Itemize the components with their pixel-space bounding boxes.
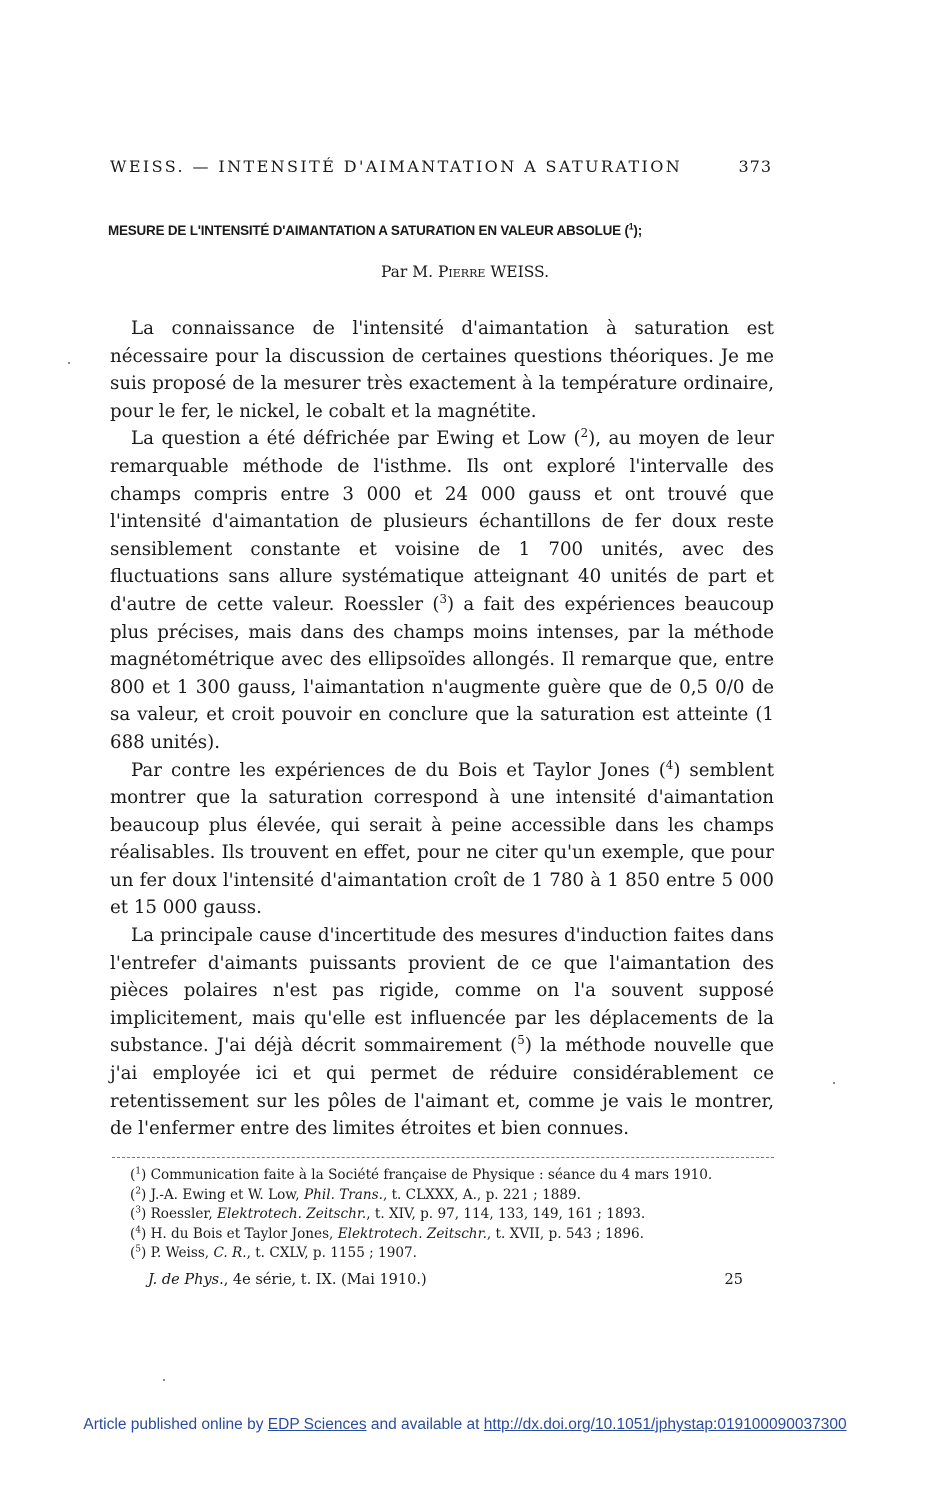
footnote-rule [112, 1157, 774, 1158]
footnote-3: ($^3$) Roessler, Elektrotech. Zeitschr., t. XIV, p. 97, 114, 133, 149, 161 ; 1893. [130, 1205, 646, 1223]
folio-line [148, 1272, 743, 1288]
paragraph-4: La principale cause d'incertitude des mesures d'induction faites dans l'entrefer d'aimants puissants provient de ce que l'aimantation des pièces polaires n'est pas rigide, comme on l'a souvent supposé implicitement, mais qu'elle est influencée par les déplacements de la substance. J'ai déjà décrit sommairement ($^5$) la méthode nouvelle que j'ai employée ici et qui permet de réduire considérablement ce retentissement sur les pôles de l'aimant et, comme je vais le montrer, de l'enfermer entre des limites étroites et bien connues. [110, 925, 774, 1140]
scan-speck [68, 362, 70, 364]
title-suffix: ; [637, 222, 642, 238]
note-ref-3: 3 [439, 591, 448, 606]
page-number: 373 [738, 157, 772, 176]
folio-issue: , 4e série, t. IX. (Mai 1910.) [223, 1272, 427, 1288]
note-ref-5: 5 [517, 1033, 525, 1048]
running-head [110, 157, 772, 176]
paragraph-1: La connaissance de l'intensité d'aimantation à saturation est nécessaire pour la discussion de certaines questions théoriques. Je me suis proposé de la mesurer très exactement à la température ordinaire, pour le fer, le nickel, le cobalt et la magnétite. [110, 318, 774, 422]
author-first-name: Pierre [437, 263, 486, 281]
publication-footer [0, 1416, 930, 1434]
folio-journal: J. de Phys. [148, 1272, 224, 1288]
footer-middle: and available at [370, 1416, 480, 1433]
article-body [110, 315, 774, 1143]
footer-prefix: Article published online by [83, 1416, 264, 1433]
publisher-link[interactable]: EDP Sciences [267, 1416, 367, 1433]
author-last-name: WEISS. [490, 263, 550, 281]
note-ref-2: 2 [580, 426, 589, 441]
footnote-1: ($^1$) Communication faite à la Société française de Physique : séance du 4 mars 1910. [130, 1166, 713, 1183]
paragraph-3: Par contre les expériences de du Bois et Taylor Jones ($^4$) semblent montrer que la saturation correspond à une intensité d'aimantation beaucoup plus élevée, qui serait à peine accessible dans les champs réalisables. Ils trouvent en effet, pour ne citer qu'un exemple, que pour un fer doux l'intensité d'aimantation croît de 1 780 à 1 850 entre 5 000 et 15 000 gauss. [110, 757, 774, 919]
article-title-text: MESURE DE L'INTENSITÉ D'AIMANTATION A SATURATION EN VALEUR ABSOLUE [108, 222, 621, 238]
footnote-5: ($^5$) P. Weiss, C. R., t. CXLV, p. 1155 ; 1907. [130, 1244, 417, 1262]
note-ref-4: 4 [665, 757, 674, 772]
footnote-2: ($^2$) J.-A. Ewing et W. Low, Phil. Trans., t. CLXXX, A., p. 221 ; 1889. [130, 1186, 581, 1203]
scan-speck [833, 1082, 835, 1084]
doi-link[interactable]: http://dx.doi.org/10.1051/jphystap:019100090037300 [483, 1416, 847, 1433]
footnote-4: ($^4$) H. du Bois et Taylor Jones, Elektrotech. Zeitschr., t. XVII, p. 543 ; 1896. [130, 1225, 644, 1242]
running-title: WEISS. — INTENSITÉ D'AIMANTATION A SATURATION [110, 157, 683, 176]
sheet-number: 25 [724, 1272, 743, 1288]
title-note-ref: ($^1$) [624, 221, 638, 238]
article-title [108, 222, 761, 238]
byline-prefix: Par M. [380, 263, 434, 281]
footnotes [130, 1166, 780, 1264]
scan-speck [163, 1379, 165, 1381]
paragraph-2: La question a été défrichée par Ewing et Low ($^2$), au moyen de leur remarquable méthode de l'isthme. Ils ont exploré l'intervalle des champs compris entre 3 000 et 24 000 gauss et ont trouvé que l'intensité d'aimantation de plusieurs échantillons de fer doux reste sensiblement constante et voisine de 1 700 unités, avec des fluctuations sans allure systématique atteignant 40 unités de part et d'autre de cette valeur. Roessler ($^3$) a fait des expériences beaucoup plus précises, mais dans des champs moins intenses, par la méthode magnétométrique avec des ellipsoïdes allongés. Il remarque que, entre 800 et 1 300 gauss, l'aimantation n'augmente guère que de 0,5 0/0 de sa valeur, et croit pouvoir en conclure que la saturation est atteinte (1 688 unités). [110, 426, 774, 753]
byline [0, 263, 930, 281]
